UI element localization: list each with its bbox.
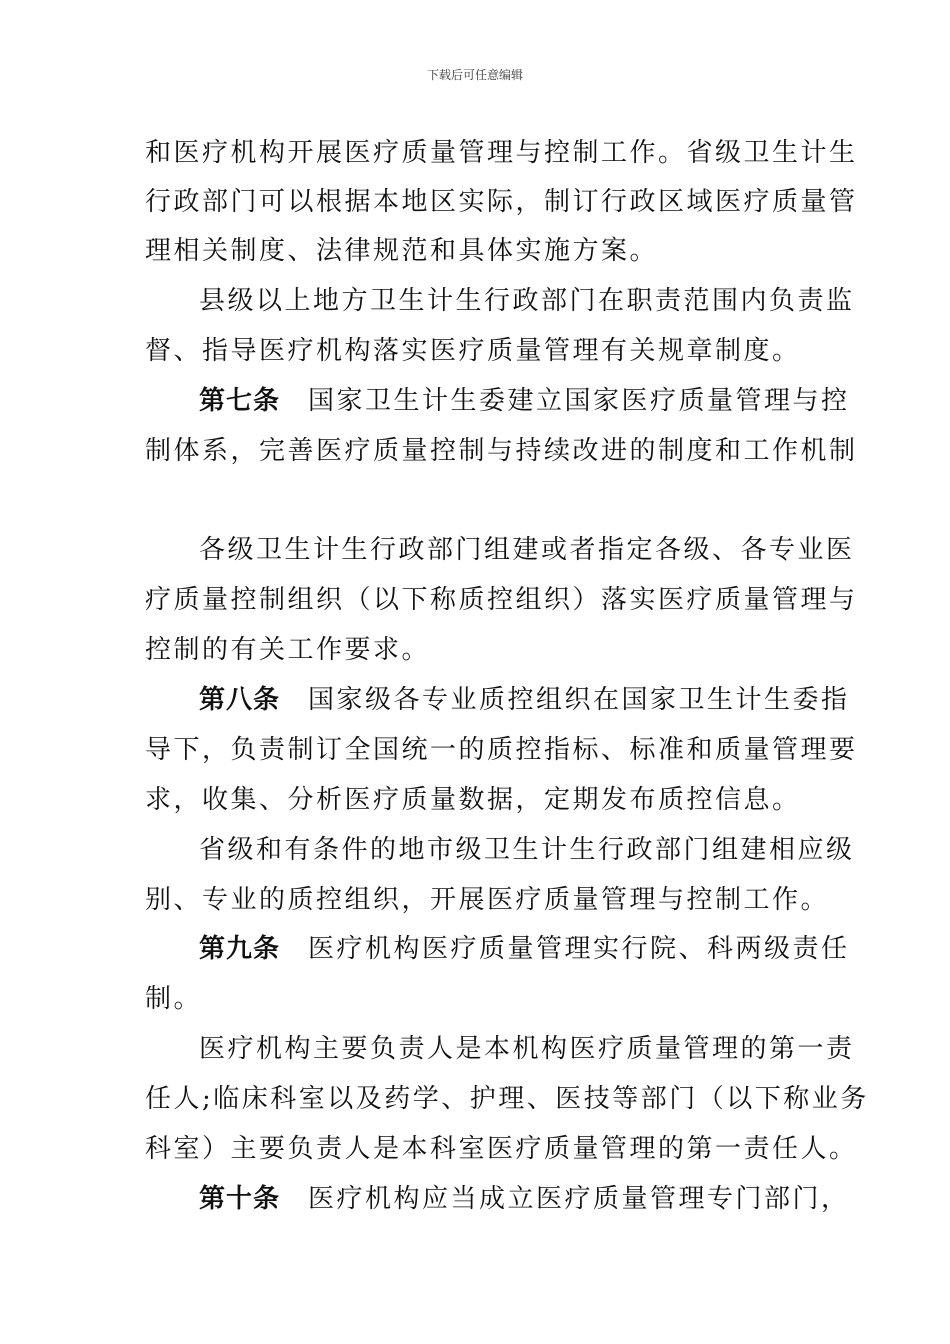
- text-line: 国家卫生计生委建立国家医疗质量管理与控: [308, 386, 850, 416]
- text-line: 督、指导医疗机构落实医疗质量管理有关规章制度。: [145, 336, 801, 366]
- text-line: 制。: [145, 984, 203, 1014]
- text-line: 控制的有关工作要求。: [145, 635, 431, 665]
- article-10-line: [199, 1184, 850, 1214]
- text-line: 和医疗机构开展医疗质量管理与控制工作。省级卫生计生: [145, 138, 858, 168]
- text-line: 理相关制度、法律规范和具体实施方案。: [145, 236, 659, 266]
- article-7-line: [199, 386, 850, 416]
- article-7-heading: 第七条: [199, 386, 281, 416]
- text-line: 求，收集、分析医疗质量数据，定期发布质控信息。: [145, 785, 801, 815]
- text-line: 各级卫生计生行政部门组建或者指定各级、各专业医: [199, 535, 855, 565]
- text-line: 医疗机构主要负责人是本机构医疗质量管理的第一责: [199, 1034, 855, 1064]
- text-line: 科室）主要负责人是本科室医疗质量管理的第一责任人。: [145, 1134, 858, 1164]
- article-8-heading: 第八条: [199, 685, 281, 715]
- text-line: 任人;临床科室以及药学、护理、医技等部门（以下称业务: [145, 1084, 869, 1114]
- text-line: 县级以上地方卫生计生行政部门在职责范围内负责监: [199, 286, 855, 316]
- text-line: 别、专业的质控组织，开展医疗质量管理与控制工作。: [145, 885, 830, 915]
- text-line: 省级和有条件的地市级卫生计生行政部门组建相应级: [199, 835, 855, 865]
- text-line: 行政部门可以根据本地区实际，制订行政区域医疗质量管: [145, 187, 858, 217]
- text-line: 医疗机构医疗质量管理实行院、科两级责任: [308, 934, 850, 964]
- page-header: 下载后可任意编辑: [426, 68, 523, 82]
- text-line: 导下，负责制订全国统一的质控指标、标准和质量管理要: [145, 735, 858, 765]
- article-8-line: [199, 685, 850, 715]
- text-line: 制体系，完善医疗质量控制与持续改进的制度和工作机制: [145, 436, 858, 466]
- text-line: 疗质量控制组织（以下称质控组织）落实医疗质量管理与: [145, 585, 858, 615]
- text-line: 国家级各专业质控组织在国家卫生计生委指: [308, 685, 850, 715]
- article-9-heading: 第九条: [199, 934, 281, 964]
- article-10-heading: 第十条: [199, 1184, 281, 1214]
- text-line: 医疗机构应当成立医疗质量管理专门部门，: [308, 1184, 850, 1214]
- article-9-line: [199, 934, 850, 964]
